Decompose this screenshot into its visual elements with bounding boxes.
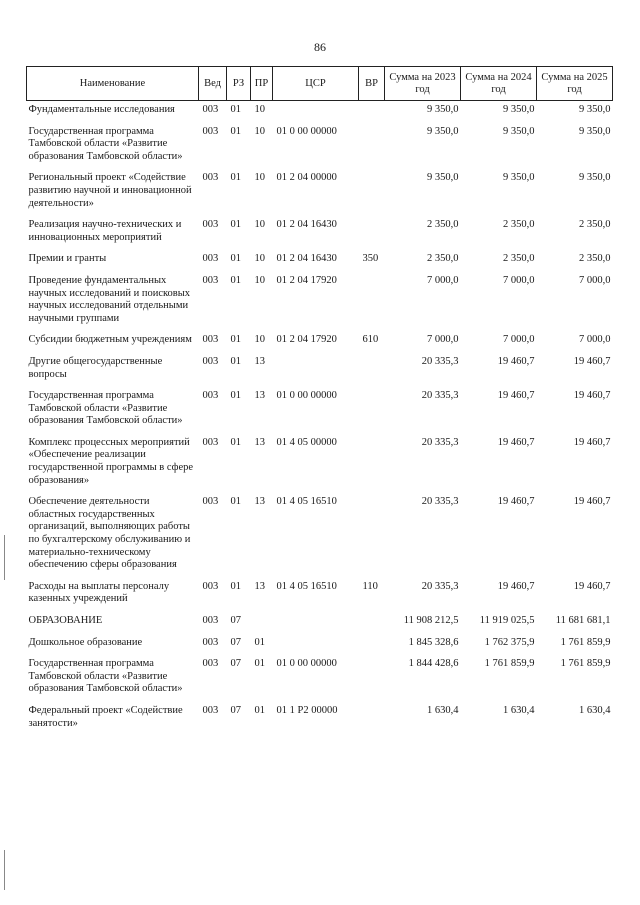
- row-sum-2023: 1 845 328,6: [408, 636, 459, 648]
- table-body: [27, 101, 613, 737]
- row-csr: 01 2 04 17920: [276, 334, 337, 346]
- row-sum-2025: 7 000,0: [579, 334, 611, 346]
- row-sum-2025: 2 350,0: [579, 253, 611, 265]
- row-sum-2025: 19 460,7: [573, 580, 611, 592]
- row-sum-2023: 1 844 428,6: [408, 658, 459, 670]
- row-name: Фундаментальные исследования: [28, 104, 175, 115]
- row-csr: 01 2 04 17920: [276, 274, 337, 286]
- row-sum-2025: 1 761 859,9: [560, 636, 611, 648]
- row-ved: 003: [202, 658, 219, 670]
- row-sum-2024: 19 460,7: [497, 355, 535, 367]
- table-row: [27, 353, 613, 387]
- row-sum-2023: 1 630,4: [427, 704, 459, 716]
- row-sum-2024: 2 350,0: [503, 253, 535, 265]
- row-name: Федеральный проект «Содействие занятости»: [28, 704, 183, 729]
- row-pr: 13: [254, 390, 265, 402]
- row-csr: 01 0 00 00000: [276, 390, 337, 402]
- row-sum-2025: 11 681 681,1: [555, 615, 611, 626]
- row-vr: [359, 216, 385, 250]
- row-csr: 01 2 04 00000: [276, 172, 337, 184]
- row-pr: 10: [254, 125, 265, 137]
- row-rz: 01: [230, 172, 241, 184]
- table-row: [27, 493, 613, 578]
- row-ved: 003: [202, 104, 219, 115]
- row-pr: 01: [254, 636, 265, 648]
- row-sum-2025: 19 460,7: [573, 355, 611, 367]
- row-pr: 01: [254, 704, 265, 716]
- row-sum-2023: 20 335,3: [421, 355, 459, 367]
- row-ved: 003: [202, 253, 219, 265]
- row-vr: [359, 655, 385, 702]
- row-pr: 10: [254, 219, 265, 231]
- row-sum-2024: 9 350,0: [503, 104, 535, 115]
- row-sum-2023: 7 000,0: [427, 334, 459, 346]
- row-pr: 10: [254, 104, 265, 115]
- row-sum-2025: 7 000,0: [579, 274, 611, 286]
- row-sum-2024: 1 630,4: [503, 704, 535, 716]
- row-rz: 01: [230, 219, 241, 231]
- row-pr: 10: [254, 274, 265, 286]
- row-sum-2024: 19 460,7: [497, 390, 535, 402]
- row-ved: 003: [202, 390, 219, 402]
- row-vr: [359, 387, 385, 434]
- margin-mark: [4, 850, 5, 890]
- row-sum-2023: 2 350,0: [427, 253, 459, 265]
- row-csr: 01 1 P2 00000: [276, 704, 338, 716]
- row-csr: 01 2 04 16430: [276, 219, 337, 231]
- table-row: [27, 331, 613, 353]
- row-pr: 01: [254, 658, 265, 670]
- row-sum-2025: 2 350,0: [579, 219, 611, 231]
- row-sum-2025: 19 460,7: [573, 436, 611, 448]
- row-sum-2023: 9 350,0: [427, 104, 459, 115]
- row-name: Субсидии бюджетным учреждениям: [28, 334, 192, 346]
- table-row: [27, 655, 613, 702]
- row-pr: [251, 612, 273, 634]
- row-vr: 350: [362, 253, 379, 265]
- row-name: Премии и гранты: [28, 253, 107, 265]
- row-csr: 01 4 05 16510: [276, 496, 337, 508]
- table-row: [27, 169, 613, 216]
- row-pr: 10: [254, 334, 265, 346]
- row-vr: [359, 702, 385, 736]
- header-sum-2025: Сумма на 2025 год: [537, 67, 613, 101]
- row-sum-2024: 7 000,0: [503, 274, 535, 286]
- row-vr: [359, 434, 385, 493]
- row-vr: [359, 493, 385, 578]
- row-rz: 01: [230, 355, 241, 367]
- row-sum-2023: 9 350,0: [427, 172, 459, 184]
- row-vr: [359, 169, 385, 216]
- row-rz: 01: [230, 334, 241, 346]
- row-name: Государственная программа Тамбовской области «Развитие образования Тамбовской области»: [28, 125, 183, 162]
- row-sum-2023: 2 350,0: [427, 219, 459, 231]
- row-ved: 003: [202, 334, 219, 346]
- row-sum-2024: 19 460,7: [497, 496, 535, 508]
- row-name: Другие общегосударственные вопросы: [28, 355, 163, 380]
- row-name: ОБРАЗОВАНИЕ: [28, 615, 103, 626]
- row-sum-2024: 1 761 859,9: [484, 658, 535, 670]
- header-ved: Вед: [199, 67, 227, 101]
- row-sum-2025: 1 630,4: [579, 704, 611, 716]
- header-csr: ЦСР: [273, 67, 359, 101]
- row-vr: [359, 101, 385, 123]
- header-pr: ПР: [251, 67, 273, 101]
- row-sum-2025: 9 350,0: [579, 104, 611, 115]
- row-sum-2025: 9 350,0: [579, 125, 611, 137]
- row-sum-2023: 20 335,3: [421, 580, 459, 592]
- row-rz: 01: [230, 274, 241, 286]
- row-sum-2023: 11 908 212,5: [403, 615, 459, 626]
- row-ved: 003: [202, 496, 219, 508]
- row-sum-2023: 20 335,3: [421, 436, 459, 448]
- row-rz: 07: [230, 615, 241, 626]
- table-row: [27, 702, 613, 736]
- row-rz: 07: [230, 704, 241, 716]
- row-name: Обеспечение деятельности областных государственных организаций, выполняющих работы по бухгалтерскому обслуживанию и материально-техническому обеспечению сферы образования: [28, 496, 191, 571]
- row-csr: 01 0 00 00000: [276, 125, 337, 137]
- row-sum-2025: 9 350,0: [579, 172, 611, 184]
- row-csr: 01 4 05 00000: [276, 436, 337, 448]
- row-vr: 110: [362, 580, 378, 592]
- row-vr: [359, 272, 385, 331]
- row-name: Проведение фундаментальных научных исследований и поисковых научных исследований отдельными научными группами: [28, 274, 191, 324]
- row-ved: 003: [202, 704, 219, 716]
- row-name: Государственная программа Тамбовской области «Развитие образования Тамбовской области»: [28, 658, 183, 695]
- header-sum-2023: Сумма на 2023 год: [385, 67, 461, 101]
- row-ved: 003: [202, 125, 219, 137]
- row-sum-2024: 11 919 025,5: [479, 615, 535, 626]
- row-pr: 13: [254, 580, 265, 592]
- row-sum-2023: 9 350,0: [427, 125, 459, 137]
- row-ved: 003: [202, 436, 219, 448]
- row-csr: 01 0 00 00000: [276, 658, 337, 670]
- table-row: [27, 387, 613, 434]
- row-csr: [273, 612, 359, 634]
- row-sum-2024: 2 350,0: [503, 219, 535, 231]
- row-name: Региональный проект «Содействие развитию научной и инновационной деятельности»: [28, 172, 192, 209]
- margin-mark: [4, 535, 5, 580]
- row-sum-2023: 7 000,0: [427, 274, 459, 286]
- table-row: [27, 123, 613, 170]
- row-rz: 01: [230, 580, 241, 592]
- row-ved: 003: [202, 636, 219, 648]
- row-ved: 003: [202, 172, 219, 184]
- row-ved: 003: [202, 274, 219, 286]
- row-vr: [359, 612, 385, 634]
- row-ved: 003: [202, 615, 219, 626]
- row-name: Расходы на выплаты персоналу казенных учреждений: [28, 580, 170, 605]
- table-row: [27, 250, 613, 272]
- header-sum-2024: Сумма на 2024 год: [461, 67, 537, 101]
- row-sum-2023: 20 335,3: [421, 496, 459, 508]
- row-sum-2024: 1 762 375,9: [484, 636, 535, 648]
- row-pr: 13: [254, 436, 265, 448]
- row-pr: 10: [254, 253, 265, 265]
- row-rz: 07: [230, 658, 241, 670]
- table-row: [27, 101, 613, 123]
- row-vr: [359, 634, 385, 656]
- table-row: [27, 216, 613, 250]
- table-row: [27, 612, 613, 634]
- row-csr: [273, 353, 359, 387]
- row-rz: 01: [230, 390, 241, 402]
- row-csr: 01 2 04 16430: [276, 253, 337, 265]
- row-name: Комплекс процессных мероприятий «Обеспечение реализации государственной программы в сфере образования»: [28, 436, 194, 486]
- row-sum-2024: 9 350,0: [503, 125, 535, 137]
- row-rz: 01: [230, 436, 241, 448]
- row-pr: 13: [254, 355, 265, 367]
- row-sum-2024: 7 000,0: [503, 334, 535, 346]
- table-row: [27, 434, 613, 493]
- row-ved: 003: [202, 219, 219, 231]
- row-name: Дошкольное образование: [28, 636, 143, 648]
- header-name: Наименование: [27, 67, 199, 101]
- row-pr: 10: [254, 172, 265, 184]
- row-vr: [359, 123, 385, 170]
- row-rz: 07: [230, 636, 241, 648]
- table-row: [27, 578, 613, 612]
- row-sum-2025: 1 761 859,9: [560, 658, 611, 670]
- table-header-row: [27, 67, 613, 101]
- row-vr: [359, 353, 385, 387]
- row-sum-2025: 19 460,7: [573, 496, 611, 508]
- row-rz: 01: [230, 104, 241, 115]
- row-ved: 003: [202, 355, 219, 367]
- row-rz: 01: [230, 253, 241, 265]
- row-rz: 01: [230, 125, 241, 137]
- row-ved: 003: [202, 580, 219, 592]
- row-sum-2024: 9 350,0: [503, 172, 535, 184]
- page-number: 86: [314, 40, 326, 54]
- row-vr: 610: [362, 334, 379, 346]
- row-sum-2025: 19 460,7: [573, 390, 611, 402]
- row-csr: [273, 634, 359, 656]
- table-row: [27, 272, 613, 331]
- table-row: [27, 634, 613, 656]
- row-sum-2024: 19 460,7: [497, 580, 535, 592]
- row-csr: 01 4 05 16510: [276, 580, 337, 592]
- header-vr: ВР: [359, 67, 385, 101]
- header-rz: РЗ: [227, 67, 251, 101]
- row-sum-2023: 20 335,3: [421, 390, 459, 402]
- budget-table: [26, 66, 613, 736]
- row-name: Государственная программа Тамбовской области «Развитие образования Тамбовской области»: [28, 390, 183, 427]
- row-name: Реализация научно-технических и инновационных мероприятий: [28, 219, 182, 243]
- row-pr: 13: [254, 496, 265, 508]
- row-sum-2024: 19 460,7: [497, 436, 535, 448]
- row-rz: 01: [230, 496, 241, 508]
- row-csr: [273, 101, 359, 123]
